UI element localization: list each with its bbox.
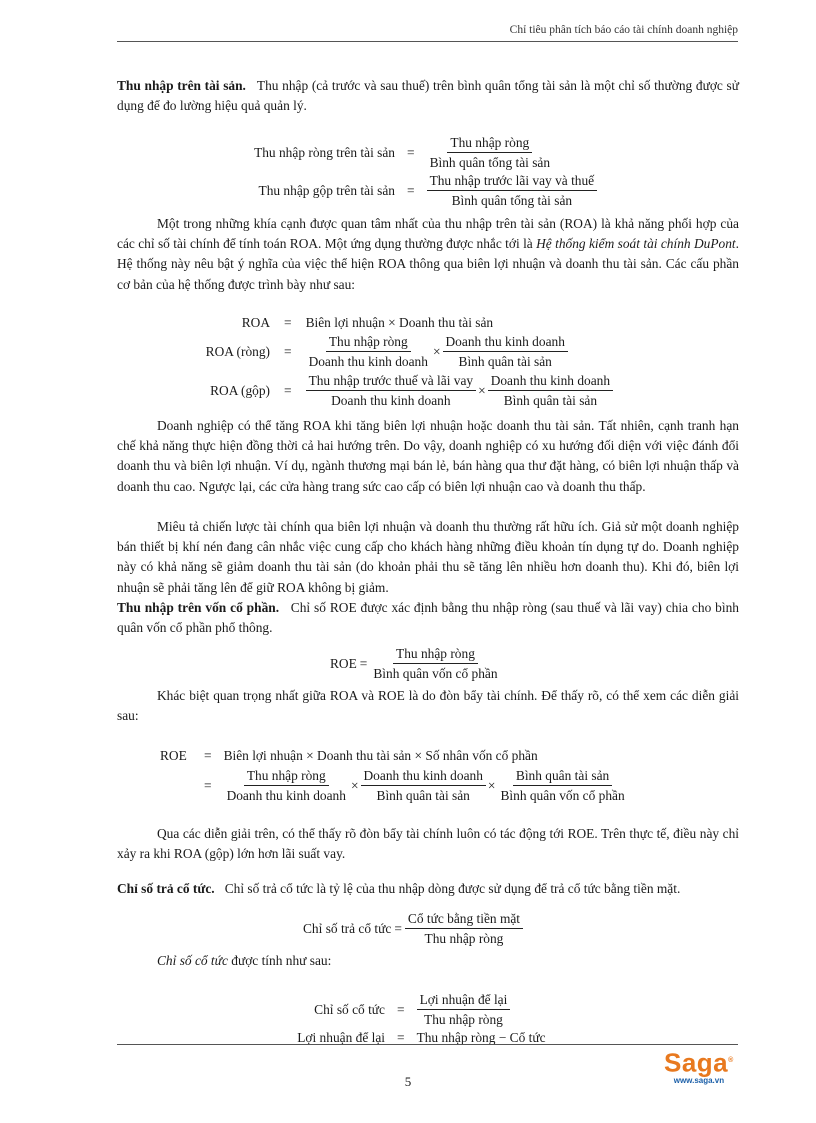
denominator: Bình quân vốn cổ phần [373, 666, 498, 681]
times-op: × [478, 382, 486, 398]
eq-lhs: Chỉ số trả cổ tức [303, 920, 392, 936]
numerator: Thu nhập ròng [447, 134, 532, 153]
sec2-heading: Thu nhập trên vốn cổ phần. [117, 600, 280, 615]
eq-rhs: Biên lợi nhuận × Doanh thu tài sản × Số nhân vốn cổ phần [223, 748, 538, 763]
eq-lhs: ROE [160, 748, 187, 763]
sec1-strategy-paragraph: Miêu tả chiến lược tài chính qua biên lợi nhuận và doanh thu thường rất hữu ích. Giả sử một doanh nghiệp bán thiết bị khí nén đang cân nhắc việc cung cấp cho khách hàng những điều khoản tín dụng tự do. Doanh nghiệp này có khả năng sẽ giảm doanh thu tài sản (do khoản phải thu sẽ tăng lên nhiều hơn doanh thu). Khi đó, biên lợi nhuận sẽ phải tăng lên để giữ ROA không bị giảm. [117, 519, 739, 595]
denominator: Doanh thu kinh doanh [331, 393, 451, 408]
fraction [497, 767, 627, 804]
fraction [427, 172, 598, 209]
eq-net-return-on-assets [220, 134, 553, 171]
eq-op: = [394, 920, 402, 936]
sec3-intro-text: Chỉ số trả cổ tức là tỷ lệ của thu nhập dòng được sử dụng để trả cổ tức bằng tiền mặt. [224, 881, 681, 896]
numerator: Thu nhập trước thuế và lãi vay [306, 372, 477, 391]
eq-roe-expansion [160, 748, 538, 764]
eq-lhs: Lợi nhuận để lại [297, 1030, 385, 1045]
sec3-heading: Chỉ số trả cổ tức. [117, 881, 215, 896]
text-run: . Hệ thống này nêu bật ý nghĩa của việc thể hiện ROA thông qua biên lợi nhuận và doanh thu tài sản. Các cấu phần cơ bản của hệ thống được trình bày như sau: [117, 236, 740, 292]
sec1-intro-text: Thu nhập (cả trước và sau thuế) trên bình quân tổng tài sản là một chỉ số thường được sử dụng để đo lường hiệu quả quản lý. [117, 78, 740, 114]
denominator: Bình quân tổng tài sản [451, 193, 573, 208]
eq-op: = [407, 182, 415, 198]
sec1-dupont-paragraph [117, 214, 739, 295]
footer-rule [117, 1044, 738, 1045]
fraction [405, 910, 523, 947]
eq-rhs: Biên lợi nhuận × Doanh thu tài sản [305, 315, 494, 330]
eq-lhs: ROA [241, 315, 270, 330]
eq-payout-ratio [303, 910, 523, 947]
fraction [361, 767, 486, 804]
eq-roe [330, 645, 501, 682]
fraction [417, 991, 511, 1028]
eq-roa-net [185, 333, 568, 370]
sec2-intro-paragraph [117, 598, 739, 638]
eq-lhs: Thu nhập gộp trên tài sản [258, 182, 395, 198]
sec2-intro-text: Chỉ số ROE được xác định bằng thu nhập ròng (sau thuế và lãi vay) chia cho bình quân vốn cổ phần phổ thông. [117, 600, 739, 636]
sec3-dividend-paragraph [117, 951, 739, 971]
fraction [427, 134, 554, 171]
eq-op: = [204, 777, 212, 793]
numerator: Thu nhập ròng [393, 645, 478, 664]
eq-op: = [359, 655, 368, 671]
eq-op: = [284, 315, 292, 330]
numerator: Cổ tức bằng tiền mặt [405, 910, 523, 929]
times-op: × [432, 343, 441, 359]
denominator: Doanh thu kinh doanh [226, 788, 346, 803]
sec1-heading: Thu nhập trên tài sản. [117, 78, 246, 93]
fraction [306, 333, 431, 370]
eq-lhs: ROA (ròng) [205, 343, 270, 359]
eq-op: = [204, 748, 212, 763]
denominator: Bình quân tài sản [458, 354, 552, 369]
numerator: Doanh thu kinh doanh [443, 333, 568, 352]
denominator: Thu nhập ròng [424, 931, 504, 946]
eq-op: = [284, 343, 292, 359]
eq-lhs: Chỉ số cổ tức [314, 1001, 385, 1017]
eq-op: = [397, 1030, 405, 1045]
text-run: được tính như sau: [227, 953, 332, 968]
sec3-intro-paragraph [117, 879, 739, 899]
sec2-leverage-paragraph: Khác biệt quan trọng nhất giữa ROA và ROE là do đòn bẩy tài chính. Để thấy rõ, có thể xem các diễn giải sau: [117, 688, 739, 724]
numerator: Thu nhập ròng [244, 767, 329, 786]
header-rule [117, 41, 738, 42]
denominator: Bình quân tài sản [503, 393, 598, 408]
eq-dividend-ratio [280, 991, 510, 1028]
page-number: 5 [404, 1074, 412, 1089]
saga-logo [664, 1048, 734, 1086]
eq-op: = [407, 144, 415, 160]
logo-url[interactable]: www.saga.vn [673, 1075, 725, 1085]
numerator: Thu nhập trước lãi vay và thuế [427, 172, 598, 191]
eq-roa-gross [185, 372, 613, 409]
numerator: Doanh thu kinh doanh [488, 372, 613, 391]
eq-roa [185, 315, 493, 331]
fraction [370, 645, 500, 682]
eq-lhs: Thu nhập ròng trên tài sản [254, 144, 395, 160]
denominator: Bình quân tài sản [376, 788, 470, 803]
sec1-intro-paragraph [117, 76, 739, 116]
fraction [306, 372, 477, 409]
fraction [224, 767, 349, 804]
eq-gross-return-on-assets [220, 172, 597, 209]
eq-op: = [397, 1001, 405, 1017]
eq-rhs: Thu nhập ròng − Cổ tức [416, 1030, 546, 1045]
sec1-tradeoff-paragraph: Doanh nghiệp có thể tăng ROA khi tăng biên lợi nhuận hoặc doanh thu tài sản. Tất nhiên, cạnh tranh hạn chế khả năng thực hiện đồng thời cả hai hướng trên. Do vậy, doanh nghiệp có xu hướng đối diện với việc đánh đổi doanh thu và biên lợi nhuận. Ví dụ, ngành thương mại bán lẻ, bán hàng qua thư đặt hàng, có biên lợi nhuận thấp và doanh thu cao. Ngược lại, các cửa hàng trang sức cao cấp có biên lợi nhuận cao và doanh thu thấp. [117, 418, 739, 494]
eq-op: = [284, 382, 292, 398]
times-op: × [350, 777, 359, 793]
dupont-term: Hệ thống kiểm soát tài chính DuPont [536, 236, 736, 252]
dividend-ratio-term: Chỉ số cổ tức [157, 953, 228, 968]
numerator: Thu nhập ròng [326, 333, 411, 352]
fraction [488, 372, 613, 409]
text-run: Một trong những khía cạnh được quan tâm nhất của thu nhập trên tài sản (ROA) là khả năng phối hợp của các chỉ số tài chính để tính toán ROA. Một ứng dụng thường được nhắc tới là [117, 216, 739, 252]
sec2-conclusion-paragraph: Qua các diễn giải trên, có thể thấy rõ đòn bẩy tài chính luôn có tác động tới ROE. Trên thực tế, điều này chỉ xảy ra khi ROA (gộp) lớn hơn lãi suất vay. [117, 826, 739, 862]
fraction [443, 333, 568, 370]
numerator: Bình quân tài sản [513, 767, 612, 786]
running-header: Chỉ tiêu phân tích báo cáo tài chính doanh nghiệp [509, 24, 738, 36]
denominator: Bình quân tổng tài sản [429, 155, 551, 170]
denominator: Bình quân vốn cổ phần [500, 788, 625, 803]
eq-roe-fractions [160, 767, 628, 804]
numerator: Lợi nhuận để lại [417, 991, 511, 1010]
logo-word: Saga [664, 1047, 729, 1078]
numerator: Doanh thu kinh doanh [361, 767, 486, 786]
denominator: Doanh thu kinh doanh [308, 354, 428, 369]
eq-lhs: ROE [330, 655, 357, 671]
eq-lhs: ROA (gộp) [210, 382, 270, 398]
denominator: Thu nhập ròng [424, 1012, 503, 1027]
times-op: × [487, 777, 496, 793]
registered-mark: ® [728, 1057, 734, 1064]
